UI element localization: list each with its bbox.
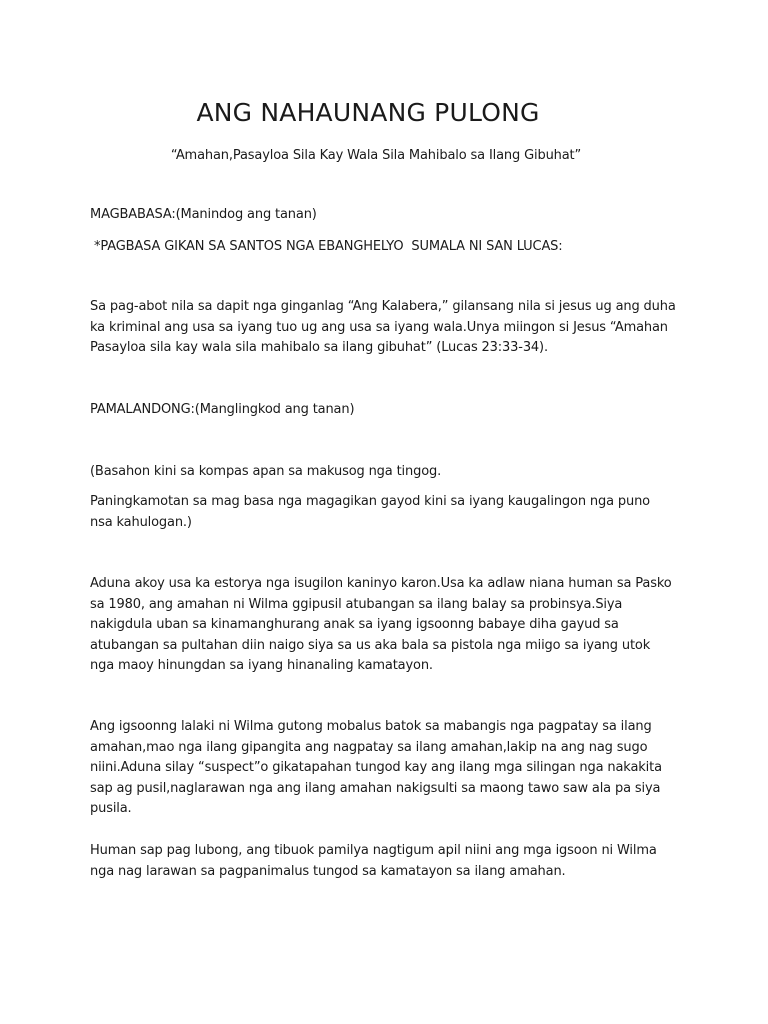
reading-instruction-2: Paningkamotan sa mag basa nga magagikan gayod kini sa iyang kaugalingon nga puno nsa kahulogan.)	[90, 494, 650, 530]
story-paragraph-1: Aduna akoy usa ka estorya nga isugilon kaninyo karon.Usa ka adlaw niana human sa Pasko sa 1980, ang amahan ni Wilma ggipusil atubangan sa ilang balay sa probinsya.Siya nakigdula uban sa kinamanghurang anak sa iyang igsoonng babaye diha gayud sa atubangan sa pultahan diin naigo siya sa us aka bala sa pistola nga miigo sa iyang utok nga maoy hinungdan sa iyang hinanaling kamatayon.	[90, 576, 672, 673]
magbabasa-heading: MAGBABASA:(Manindog ang tanan)	[90, 207, 317, 222]
reading-instruction-1: (Basahon kini sa kompas apan sa makusog nga tingog.	[90, 464, 442, 479]
pagbasa-heading: *PAGBASA GIKAN SA SANTOS NGA EBANGHELYO SUMALA NI SAN LUCAS:	[90, 239, 563, 254]
pamalandong-heading: PAMALANDONG:(Manglingkod ang tanan)	[90, 402, 355, 417]
document-title: ANG NAHAUNANG PULONG	[196, 98, 540, 127]
story-paragraph-2: Ang igsoonng lalaki ni Wilma gutong mobalus batok sa mabangis nga pagpatay sa ilang amahan,mao nga ilang gipangita ang nagpatay sa ilang amahan,lakip na ang nag sugo niini.Aduna silay “suspect”o gikatapahan tungod kay ang ilang mga silingan nga nakakita sap ag pusil,naglarawan nga ang ilang amahan nakigsulti sa maong tawo saw ala pa siya pusila.	[90, 719, 662, 816]
story-paragraph-3: Human sap pag lubong, ang tibuok pamilya nagtigum apil niini ang mga igsoon ni Wilma nga nag larawan sa pagpanimalus tungod sa kamatayon sa ilang amahan.	[90, 843, 657, 879]
document-subtitle: “Amahan,Pasayloa Sila Kay Wala Sila Mahibalo sa Ilang Gibuhat”	[170, 148, 582, 163]
gospel-paragraph: Sa pag-abot nila sa dapit nga ginganlag “Ang Kalabera,” gilansang nila si jesus ug ang duha ka kriminal ang usa sa iyang tuo ug ang usa sa iyang wala.Unya miingon si Jesus “Amahan Pasayloa sila kay wala sila mahibalo sa ilang gibuhat” (Lucas 23:33-34).	[90, 299, 676, 355]
